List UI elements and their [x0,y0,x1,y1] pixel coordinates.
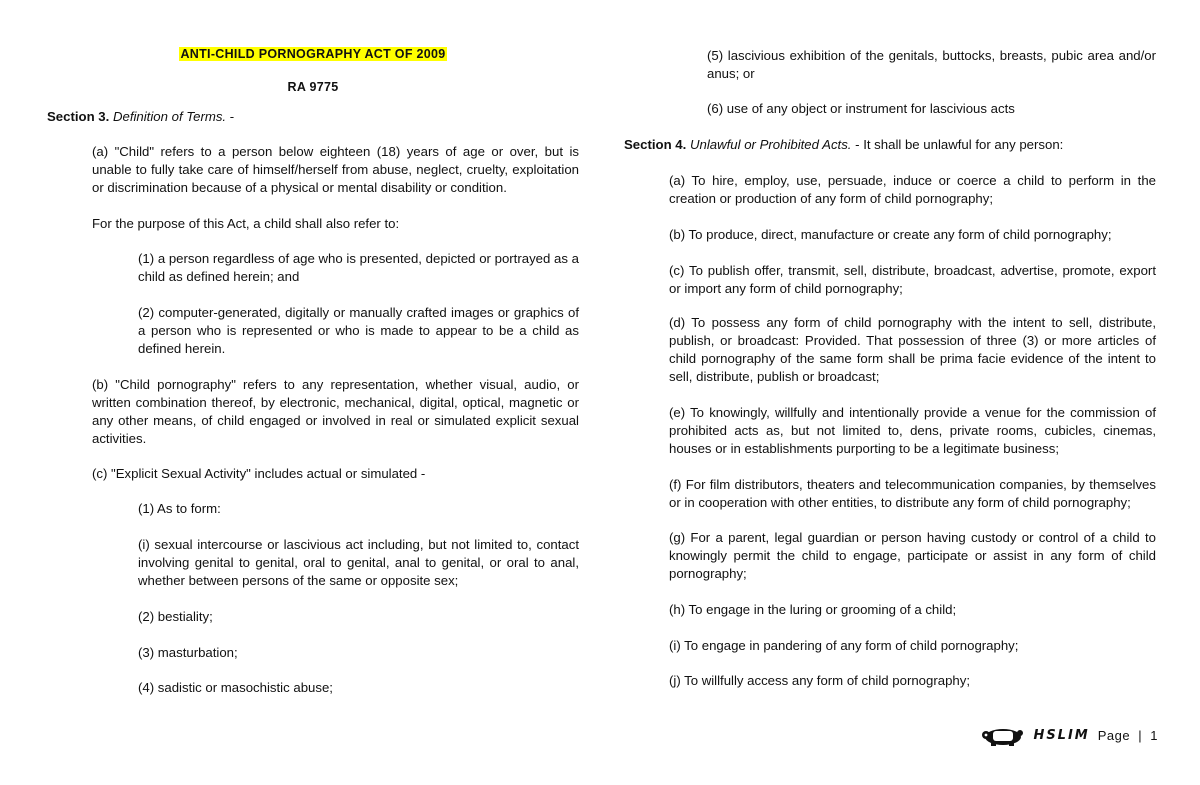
section-3-a: (a) "Child" refers to a person below eighteen (18) years of age or over, but is unable to fully take care of himself/herself from abuse, neglect, cruelty, exploitation or discrimination because of a physical or mental disability or condition. [92,144,579,195]
page-separator: | [1138,728,1143,743]
page-label: Page [1097,728,1131,743]
section-4-g: (g) For a parent, legal guardian or person having custody or control of a child to knowingly permit the child to engage, participate or assist in any form of child pornography; [669,530,1156,581]
section-4-number: Section 4. [624,137,687,152]
section-4-a: (a) To hire, employ, use, persuade, induce or coerce a child to perform in the creation or production of any form of child pornography; [669,173,1156,206]
section-3-title: Definition of Terms. [112,109,227,124]
section-4-f: (f) For film distributors, theaters and telecommunication companies, by themselves or in cooperation with other entities, to distribute any form of child pornography; [669,477,1156,510]
document-subtitle: RA 9775 [287,80,339,94]
section-3-c4: (4) sadistic or masochistic abuse; [138,680,333,695]
section-4-intro: - It shall be unlawful for any person: [851,137,1064,152]
page-number [1098,727,1158,745]
section-4-heading [624,136,1063,154]
document-title [47,45,579,63]
section-4-title: Unlawful or Prohibited Acts. [689,137,852,152]
section-3-c1: (1) As to form: [138,501,221,516]
title-highlight: ANTI-CHILD PORNOGRAPHY ACT OF 2009 [180,47,446,61]
section-4-e: (e) To knowingly, willfully and intentionally provide a venue for the commission of prohibited acts as, but not limited to, dens, private rooms, cubicles, cinemas, houses or in establishments purporting to be a legitimate business; [669,405,1156,456]
section-3-ci: (i) sexual intercourse or lascivious act including, but not limited to, contact involving genital to genital, oral to genital, anal to genital, or oral to anal, whether between persons of the same or opposite sex; [138,537,579,588]
panda-logo-icon [981,725,1025,747]
section-3-number: Section 3. [47,109,110,124]
section-4-c: (c) To publish offer, transmit, sell, distribute, broadcast, advertise, promote, export or import any form of child pornography; [669,263,1156,296]
page-footer [981,725,1158,747]
section-3-a2: (2) computer-generated, digitally or manually crafted images or graphics of a person who is represented or who is made to appear to be a child as defined herein. [138,305,579,356]
section-3-heading [47,108,234,126]
section-4-b: (b) To produce, direct, manufacture or create any form of child pornography; [669,227,1112,242]
section-3-c2: (2) bestiality; [138,609,213,624]
footer-brand: HSLIM [1033,728,1090,743]
section-3-c5: (5) lascivious exhibition of the genitals, buttocks, breasts, pubic area and/or anus; or [707,48,1156,81]
page-number-value: 1 [1150,728,1158,743]
section-4-i: (i) To engage in pandering of any form of child pornography; [669,638,1019,653]
section-4-j: (j) To willfully access any form of child pornography; [669,673,970,688]
section-3-c6: (6) use of any object or instrument for lascivious acts [707,101,1015,116]
section-3-dash: - [229,109,235,124]
section-4-h: (h) To engage in the luring or grooming of a child; [669,602,957,617]
section-3-c3: (3) masturbation; [138,645,238,660]
section-4-d: (d) To possess any form of child pornography with the intent to sell, distribute, publish, or broadcast: Provided. That possession of three (3) or more articles of child pornography of the same form shall be prima facie evidence of the intent to sell, distribute, publish or broadcast; [669,315,1156,384]
section-3-purpose: For the purpose of this Act, a child shall also refer to: [92,216,400,231]
section-3-c: (c) "Explicit Sexual Activity" includes actual or simulated - [92,466,426,481]
section-3-b: (b) "Child pornography" refers to any representation, whether visual, audio, or written combination thereof, by electronic, mechanical, digital, optical, magnetic or any other means, of child engaged or involved in real or simulated explicit sexual activities. [92,377,579,446]
section-3-a1: (1) a person regardless of age who is presented, depicted or portrayed as a child as defined herein; and [138,251,579,284]
